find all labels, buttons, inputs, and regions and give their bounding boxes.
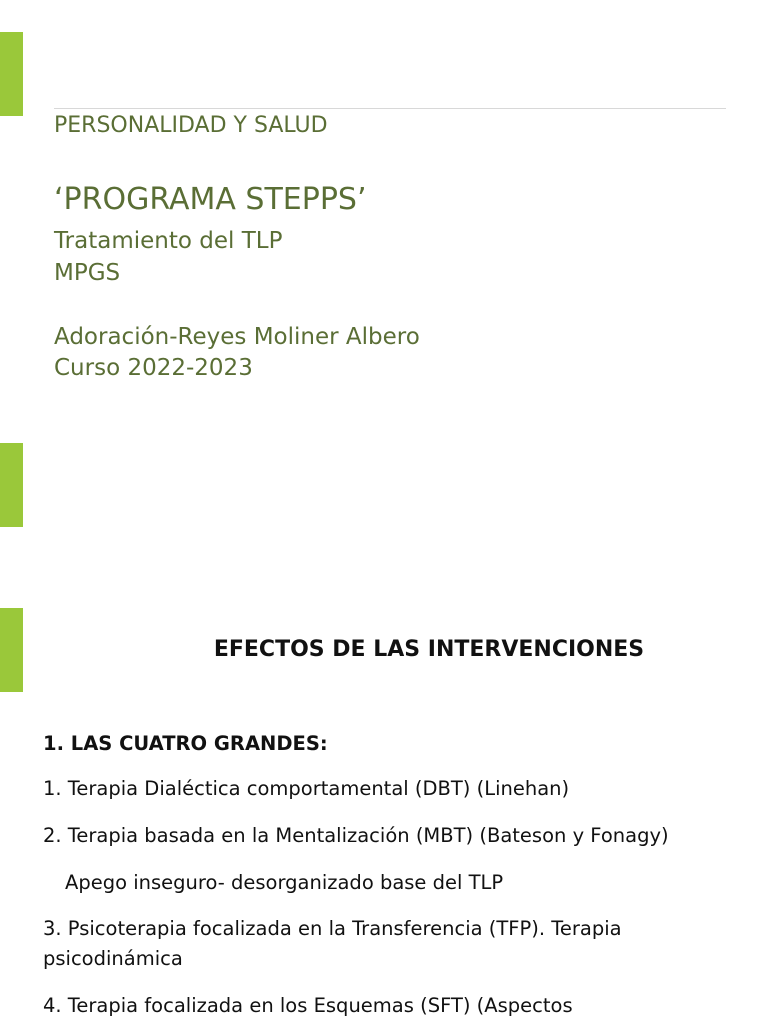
subtitle-treatment: Tratamiento del TLP bbox=[54, 228, 283, 254]
subject-title: PERSONALIDAD Y SALUD bbox=[54, 113, 328, 138]
accent-bar-middle bbox=[0, 443, 23, 527]
author-name: Adoración-Reyes Moliner Albero bbox=[54, 324, 420, 350]
list-item-note: Apego inseguro- desorganizado base del TLP bbox=[65, 871, 504, 894]
presentation-title: ‘PROGRAMA STEPPS’ bbox=[54, 182, 367, 217]
section-heading: EFECTOS DE LAS INTERVENCIONES bbox=[213, 637, 645, 662]
accent-bar-top bbox=[0, 32, 23, 116]
list-title: 1. LAS CUATRO GRANDES: bbox=[43, 732, 328, 755]
list-item: 4. Terapia focalizada en los Esquemas (SFT) (Aspectos bbox=[43, 994, 573, 1017]
list-item: 1. Terapia Dialéctica comportamental (DBT) (Linehan) bbox=[43, 777, 570, 800]
subtitle-program: MPGS bbox=[54, 260, 121, 286]
course-year: Curso 2022-2023 bbox=[54, 355, 253, 381]
list-item: 3. Psicoterapia focalizada en la Transferencia (TFP). Terapia psicodinámica bbox=[43, 917, 622, 970]
list-item: 2. Terapia basada en la Mentalización (MBT) (Bateson y Fonagy) bbox=[43, 824, 669, 847]
header-divider bbox=[54, 108, 726, 109]
